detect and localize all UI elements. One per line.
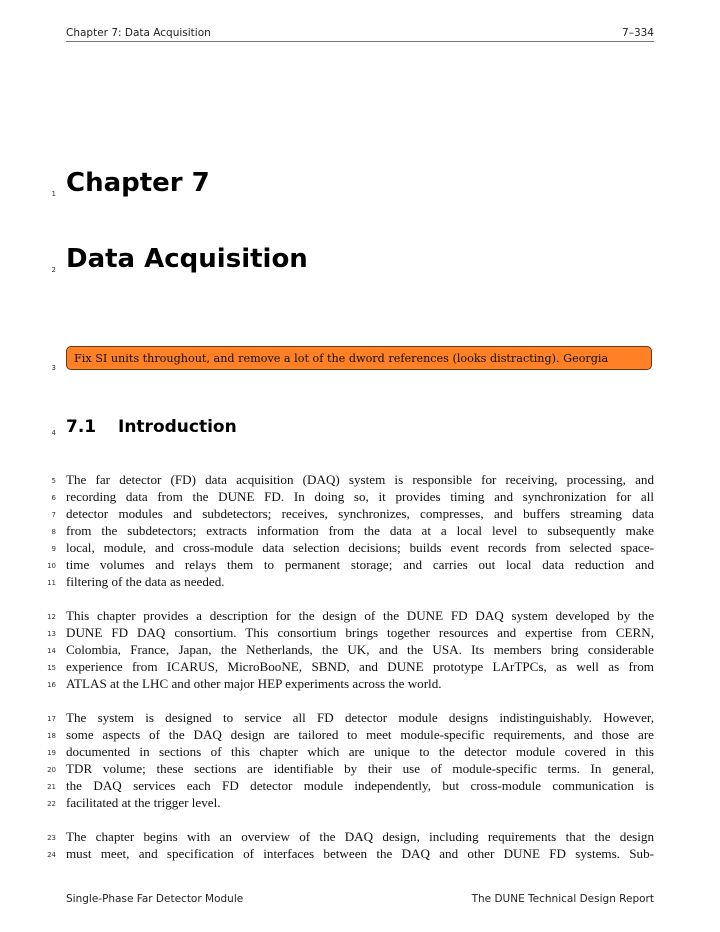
line-number: 16 xyxy=(47,681,56,689)
line-number: 11 xyxy=(47,579,56,587)
line-number: 3 xyxy=(51,364,56,372)
line-number: 18 xyxy=(47,732,56,740)
text-line: The far detector (FD) data acquisition (DAQ) system is responsible for receiving, processing, and xyxy=(66,472,654,487)
text-line: local, module, and cross-module data selection decisions; builds event records from selected space- xyxy=(66,540,654,555)
text-line: detector modules and subdetectors; receives, synchronizes, compresses, and buffers streaming data xyxy=(66,506,654,521)
text-line: This chapter provides a description for the design of the DUNE FD DAQ system developed by the xyxy=(66,608,654,623)
line-number: 6 xyxy=(51,494,56,502)
line-number: 22 xyxy=(47,800,56,808)
text-line: from the subdetectors; extracts information from the data at a local level to subsequently make xyxy=(66,523,654,538)
line-number: 8 xyxy=(51,528,56,536)
line-number: 5 xyxy=(51,477,56,485)
text-line: time volumes and relays them to permanent storage; and carries out local data reduction and xyxy=(66,557,654,572)
line-number: 9 xyxy=(51,545,56,553)
line-number: 15 xyxy=(47,664,56,672)
header-page-number: 7–334 xyxy=(622,27,654,39)
text-line: recording data from the DUNE FD. In doing so, it provides timing and synchronization for all xyxy=(66,489,654,504)
line-number: 12 xyxy=(47,613,56,621)
chapter-title: Data Acquisition xyxy=(66,244,308,274)
text-line: the DAQ services each FD detector module independently, but cross-module communication is xyxy=(66,778,654,793)
line-number: 17 xyxy=(47,715,56,723)
line-number: 19 xyxy=(47,749,56,757)
line-number: 4 xyxy=(51,429,56,437)
footer-volume-title: Single-Phase Far Detector Module xyxy=(66,893,244,905)
footer-report-title: The DUNE Technical Design Report xyxy=(471,893,654,905)
line-number: 21 xyxy=(47,783,56,791)
header-rule xyxy=(66,41,654,42)
line-number: 24 xyxy=(47,851,56,859)
line-number: 13 xyxy=(47,630,56,638)
line-number: 7 xyxy=(51,511,56,519)
text-line: Colombia, France, Japan, the Netherlands, the UK, and the USA. Its members bring considerable xyxy=(66,642,654,657)
todo-note: Fix SI units throughout, and remove a lot of the dword references (looks distracting). Georgia xyxy=(66,346,652,370)
header-chapter-title: Chapter 7: Data Acquisition xyxy=(66,27,211,39)
text-line: filtering of the data as needed. xyxy=(66,574,225,589)
line-number: 2 xyxy=(51,266,56,274)
text-line: facilitated at the trigger level. xyxy=(66,795,221,810)
section-number: 7.1 xyxy=(66,417,97,437)
text-line: experience from ICARUS, MicroBooNE, SBND, and DUNE prototype LArTPCs, as well as from xyxy=(66,659,654,674)
chapter-label: Chapter 7 xyxy=(66,168,210,198)
text-line: must meet, and specification of interfaces between the DAQ and other DUNE FD systems. Sub- xyxy=(66,846,654,861)
line-number: 1 xyxy=(51,190,56,198)
running-footer xyxy=(66,893,654,907)
text-line: documented in sections of this chapter which are unique to the detector module covered in this xyxy=(66,744,654,759)
text-line: some aspects of the DAQ design are tailored to meet module-specific requirements, and those are xyxy=(66,727,654,742)
text-line: TDR volume; these sections are identifiable by their use of module-specific terms. In general, xyxy=(66,761,654,776)
line-number: 20 xyxy=(47,766,56,774)
line-number: 10 xyxy=(47,562,56,570)
section-heading xyxy=(66,417,237,437)
section-title: Introduction xyxy=(118,417,237,437)
text-line: ATLAS at the LHC and other major HEP experiments across the world. xyxy=(66,676,442,691)
text-line: The system is designed to service all FD detector module designs indistinguishably. However, xyxy=(66,710,654,725)
text-line: DUNE FD DAQ consortium. This consortium brings together resources and expertise from CERN, xyxy=(66,625,654,640)
line-number: 23 xyxy=(47,834,56,842)
running-header xyxy=(66,27,654,41)
line-number: 14 xyxy=(47,647,56,655)
text-line: The chapter begins with an overview of the DAQ design, including requirements that the design xyxy=(66,829,654,844)
